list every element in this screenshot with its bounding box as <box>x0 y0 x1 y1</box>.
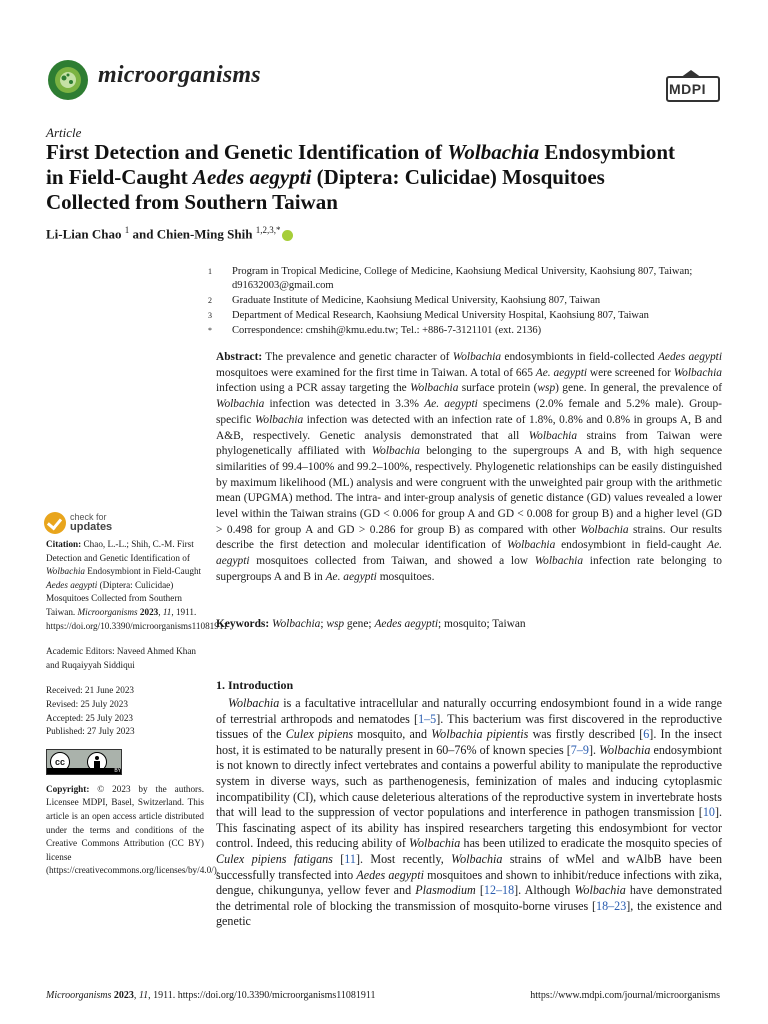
check-icon <box>44 512 66 534</box>
author-name: Chien-Ming Shih <box>156 226 256 242</box>
sidebar <box>46 538 228 890</box>
date-received: Received: 21 June 2023 <box>46 685 135 696</box>
reference-link[interactable]: 12–18 <box>483 883 515 898</box>
reference-link[interactable]: 7–9 <box>570 742 589 757</box>
journal-name: microorganisms <box>98 62 261 88</box>
affiliation-item: 3 Department of Medical Research, Kaohsiung Medical University Hospital, Kaohsiung 807, Taiwan <box>208 310 649 321</box>
check-for-updates-button[interactable]: check for updates <box>44 512 154 538</box>
affiliation-item: 2 Graduate Institute of Medicine, Kaohsiung Medical University, Kaohsiung 807, Taiwan <box>208 295 601 306</box>
section-heading: 1. Introduction <box>216 678 294 692</box>
publisher-name: MDPI <box>669 81 706 97</box>
author-list: Li-Lian Chao $^1$ and Chien-Ming Shih $^{1,2,3,*}$ <box>46 225 293 242</box>
dates <box>46 684 204 738</box>
affiliation-item: 1 Program in Tropical Medicine, College of Medicine, Kaohsiung Medical University, Kaohsiung 807, Taiwan; d91632003@gmail.com <box>208 266 693 291</box>
citation: Citation: Chao, L.-L.; Shih, C.-M. First Detection and Genetic Identification of Wolbachia Endosymbiont in Field-Caught Aedes aegypti (Diptera: Culicidae) Mosquitoes Collected from Southern Taiwan. Microorganisms 2023, 11, 1911. https://doi.org/10.3390/microorganisms11081911 <box>46 539 228 631</box>
reference-link[interactable]: 10 <box>702 805 715 820</box>
article-type: Article <box>46 125 82 140</box>
date-published: Published: 27 July 2023 <box>46 726 135 737</box>
keywords: Keywords: Wolbachia; wsp gene; Aedes aegypti; mosquito; Taiwan <box>216 618 526 630</box>
article-title: First Detection and Genetic Identification of Wolbachia Endosymbiont in Field-Caught Aedes aegypti (Diptera: Culicidae) Mosquitoes Collected from Southern Taiwan <box>46 140 676 214</box>
correspondence: * Correspondence: cmshih@kmu.edu.tw; Tel.: +886-7-3121101 (ext. 2136) <box>208 325 542 336</box>
affiliations <box>208 265 728 339</box>
cc-by-license-icon[interactable]: cc BY <box>46 749 122 775</box>
footer-citation: Microorganisms 2023, 11, 1911. https://doi.org/10.3390/microorganisms11081911 <box>46 990 376 1001</box>
journal-logo-icon <box>46 58 90 102</box>
reference-link[interactable]: 1–5 <box>418 711 437 726</box>
reference-link[interactable]: 11 <box>344 851 356 866</box>
orcid-icon[interactable] <box>282 230 293 241</box>
reference-link[interactable]: 6 <box>643 727 650 742</box>
academic-editors: Academic Editors: Naveed Ahmed Khan and Ruqaiyyah Siddiqui <box>46 646 197 670</box>
intro-paragraph: Wolbachia is a facultative intracellular and naturally occurring endosymbiont found in a wide range of terrestrial arthropods and nematodes [1–5]. This bacterium was first discovered in the reproductive tissues of the Culex pipiens mosquito, and Wolbachia pipientis was firstly described [6]. In the insect host, it is estimated to be naturally present in 60–76% of known species [7–9]. Wolbachia endosymbiont is not known to directly infect vertebrates and contains a powerful ability to manipulate the reproductive system in diverse ways, such as parthenogenesis, feminization of males and inducing cytoplasmic incompatibility (CI), which cause deleterious alterations of the reproductive system in invertebrate hosts that will lead to the suppression of vector populations and interference in pathogen transmission [10]. This fascinating aspect of its ability has inspired researchers targeting this endosymbiont for vector control. Indeed, this reducing ability of Wolbachia has been utilized to eradicate the mosquito species of Culex pipiens fatigans [11]. Most recently, Wolbachia strains of wMel and wAlbB have been successfully transfected into Aedes aegypti mosquitoes and shown to inhibit/reduce infections with zika, dengue, chikungunya, yellow fever and Plasmodium [12–18]. Although Wolbachia have demonstrated the detrimental role of blocking the transmission of mosquito-borne viruses [18–23], the existence and genetic <box>216 696 723 929</box>
reference-link[interactable]: 18–23 <box>596 898 627 913</box>
author-name: Li-Lian Chao <box>46 226 125 242</box>
abstract: Abstract: The prevalence and genetic character of Wolbachia endosymbionts in field-collected Aedes aegypti mosquitoes were examined for the first time in Taiwan. A total of 665 Ae. aegypti were screened for Wolbachia infection using a PCR assay targeting the Wolbachia surface protein (wsp) gene. In general, the prevalence of Wolbachia infection was detected in 3.3% Ae. aegypti specimens (2.0% female and 5.2% male). Group-specific Wolbachia infection was detected with an infection rate of 1.8%, 0.8% and 0.8% in groups A, B and A&B, respectively. Genetic analysis demonstrated that all Wolbachia strains from Taiwan were phylogenetically affiliated with Wolbachia belonging to the supergroups A and B, with high sequence similarities of 99.4–100% and 99.2–100%, respectively. Phylogenetic relationships can be easily distinguished by maximum likelihood (ML) analysis and were congruent with the unweighted pair group with the arithmetic mean (UPGMA) method. The intra- and inter-group analysis of genetic distance (GD) values revealed a lower level within the Taiwan strains (GD < 0.006 for group A and GD < 0.008 for group B) and a higher level (GD > 0.498 for group A and GD > 0.286 for group B) as compared with other Wolbachia strains. Our results describe the first detection and molecular identification of Wolbachia endosymbiont in field-caught Ae. aegypti mosquitoes collected from Taiwan, and showed a low Wolbachia infection rate belonging to supergroups A and B in Ae. aegypti mosquitoes. <box>216 351 723 583</box>
footer-journal-url[interactable]: https://www.mdpi.com/journal/microorganisms <box>530 990 720 1001</box>
publisher-logo-icon <box>666 70 718 100</box>
copyright: Copyright: © 2023 by the authors. Licensee MDPI, Basel, Switzerland. This article is an open access article distributed under the terms and conditions of the Creative Commons Attribution (CC BY) license (https://creativecommons.org/licenses/by/4.0/). <box>46 783 220 876</box>
date-revised: Revised: 25 July 2023 <box>46 698 128 709</box>
date-accepted: Accepted: 25 July 2023 <box>46 712 134 723</box>
